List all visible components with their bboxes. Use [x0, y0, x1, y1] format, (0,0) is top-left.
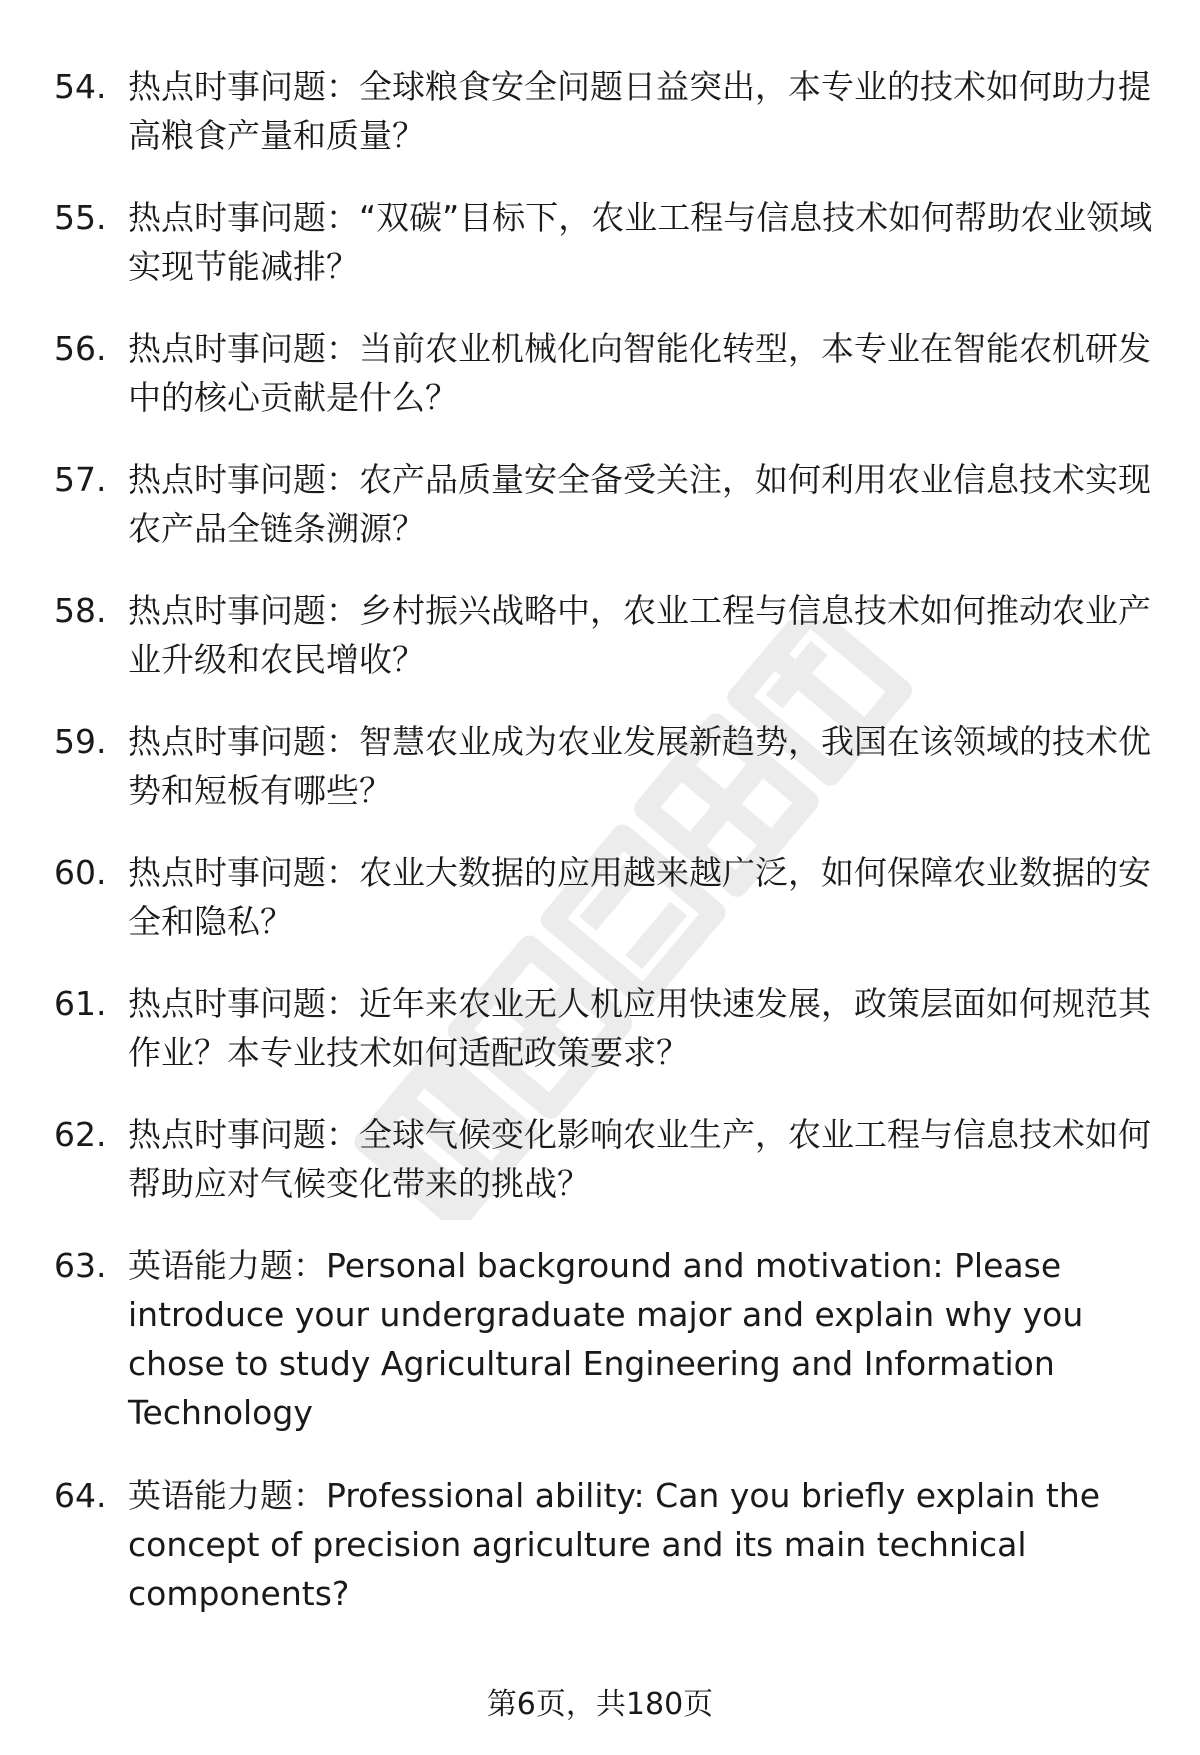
- question-text: 英语能力题：Professional ability: Can you briefly explain the concept of precision agriculture and its main technical components?: [128, 1476, 1101, 1613]
- question-item: [54, 62, 1154, 160]
- question-text: 英语能力题：Personal background and motivation: Please introduce your undergraduate major and explain why you chose to study Agricultural Engineering and Information Technology: [128, 1246, 1084, 1432]
- question-text: 热点时事问题：农产品质量安全备受关注，如何利用农业信息技术实现农产品全链条溯源？: [128, 460, 1151, 548]
- question-text: 热点时事问题：“双碳”目标下，农业工程与信息技术如何帮助农业领域实现节能减排？: [128, 198, 1153, 286]
- question-number: 54.: [54, 67, 107, 106]
- question-text: 热点时事问题：全球气候变化影响农业生产，农业工程与信息技术如何帮助应对气候变化带来的挑战？: [128, 1115, 1151, 1203]
- question-number: 55.: [54, 198, 107, 237]
- question-number: 60.: [54, 853, 107, 892]
- question-number: 61.: [54, 984, 107, 1023]
- question-text: 热点时事问题：全球粮食安全问题日益突出，本专业的技术如何助力提高粮食产量和质量？: [128, 67, 1151, 155]
- question-number: 62.: [54, 1115, 107, 1154]
- question-list: [54, 62, 1154, 1652]
- question-number: 64.: [54, 1476, 107, 1515]
- question-item: [54, 1110, 1154, 1208]
- question-item: [54, 1241, 1154, 1437]
- question-item: [54, 848, 1154, 946]
- question-number: 56.: [54, 329, 107, 368]
- question-number: 59.: [54, 722, 107, 761]
- question-item: [54, 455, 1154, 553]
- question-item: [54, 586, 1154, 684]
- question-number: 58.: [54, 591, 107, 630]
- question-number: 63.: [54, 1246, 107, 1285]
- question-item: [54, 1471, 1154, 1618]
- question-text: 热点时事问题：当前农业机械化向智能化转型，本专业在智能农机研发中的核心贡献是什么？: [128, 329, 1151, 417]
- page-footer: 第6页，共180页: [486, 1687, 714, 1722]
- question-text: 热点时事问题：乡村振兴战略中，农业工程与信息技术如何推动农业产业升级和农民增收？: [128, 591, 1151, 679]
- question-item: [54, 324, 1154, 422]
- question-item: [54, 979, 1154, 1077]
- question-item: [54, 193, 1154, 291]
- question-number: 57.: [54, 460, 107, 499]
- question-item: [54, 717, 1154, 815]
- question-text: 热点时事问题：农业大数据的应用越来越广泛，如何保障农业数据的安全和隐私？: [128, 853, 1151, 941]
- question-text: 热点时事问题：智慧农业成为农业发展新趋势，我国在该领域的技术优势和短板有哪些？: [128, 722, 1151, 810]
- question-text: 热点时事问题：近年来农业无人机应用快速发展，政策层面如何规范其作业？本专业技术如何适配政策要求？: [128, 984, 1151, 1072]
